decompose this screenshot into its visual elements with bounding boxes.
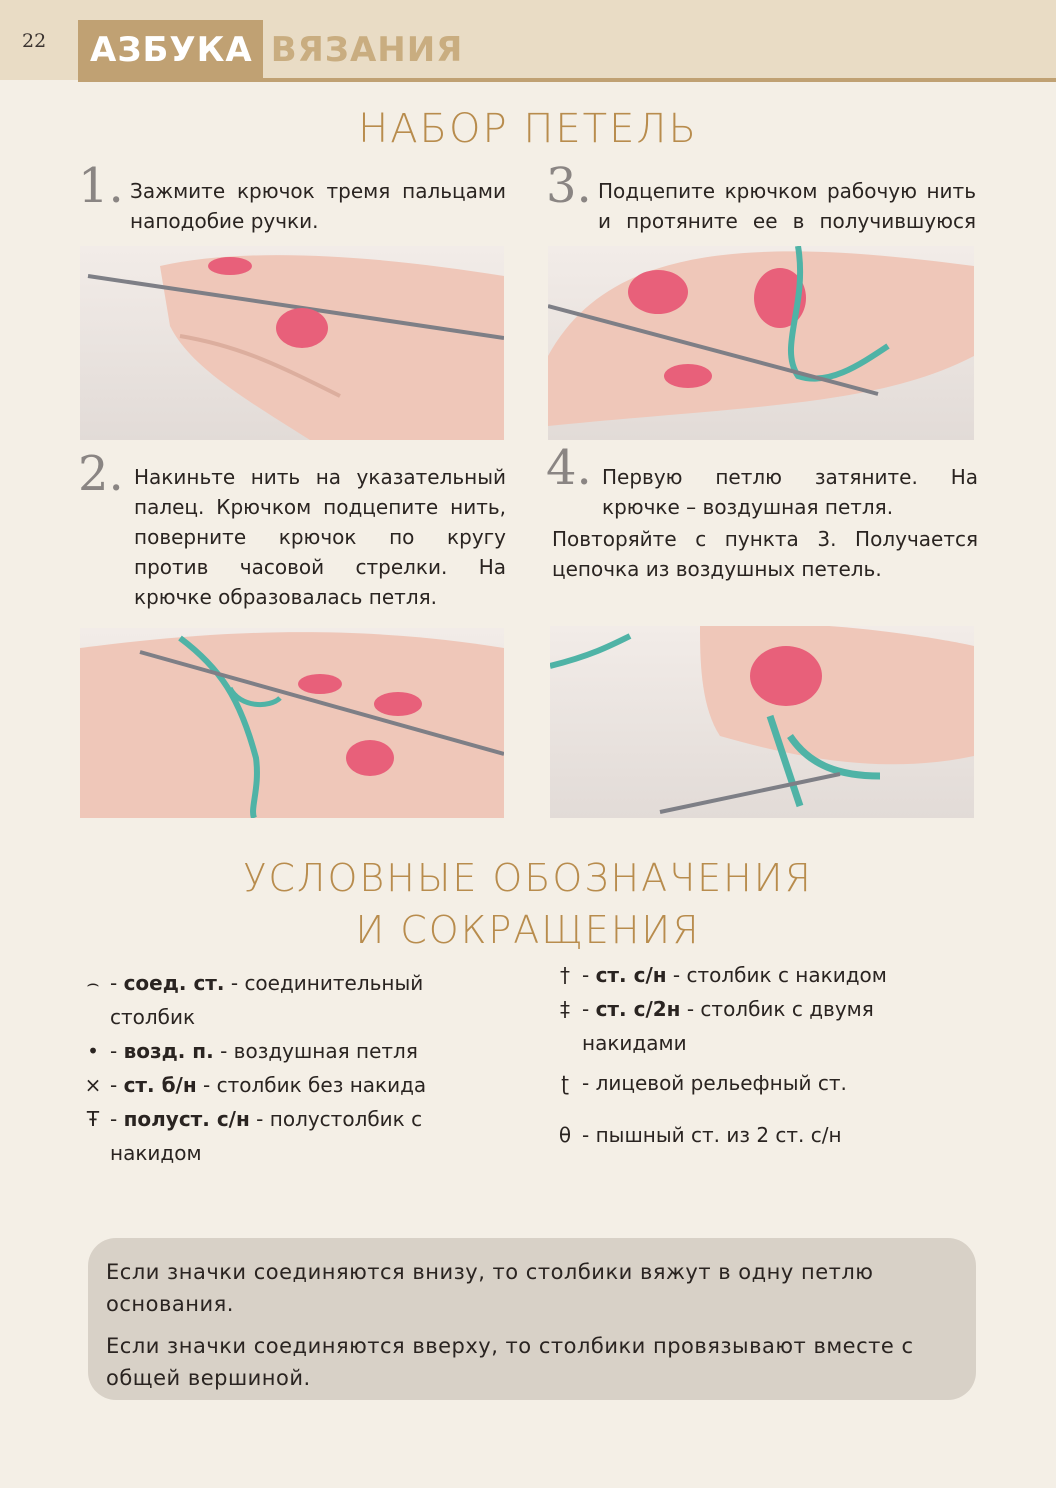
legend-desc: столбик с накидом: [686, 963, 887, 987]
legend-desc: пышный ст. из 2 ст. с/н: [595, 1123, 842, 1147]
section-title-line-2: И СОКРАЩЕНИЯ: [355, 908, 701, 952]
section-title-cast-on: НАБОР ПЕТЕЛЬ: [358, 106, 698, 152]
page-number: 22: [22, 30, 47, 52]
legend-item: ‡ - ст. с/2н - столбик с двумя накидами: [552, 992, 972, 1060]
step-2-photo: [80, 628, 504, 818]
legend-right: [552, 958, 972, 1152]
step-text: Первую петлю затяните. На крючке – воздушная петля.: [602, 465, 978, 519]
step-4: [546, 440, 978, 620]
step-text: Зажмите крючок тремя пальцами наподобие ручки.: [130, 179, 506, 233]
legend-abbr: возд. п.: [123, 1039, 214, 1063]
legend-item: ʈ - лицевой рельефный ст.: [552, 1066, 972, 1100]
header-label-light: ВЯЗАНИЯ: [270, 30, 464, 70]
legend-abbr: ст. с/2н: [595, 997, 681, 1021]
slip-stitch-symbol-icon: ⌢: [86, 971, 100, 995]
step-text: Подцепите крючком рабочую нить и протяните ее в получившуюся: [598, 179, 976, 233]
legend-abbr: полуст. с/н: [123, 1107, 250, 1131]
half-double-crochet-symbol-icon: Ŧ: [86, 1107, 100, 1131]
step-number: 3.: [546, 158, 592, 214]
legend-item: ⌢ - соед. ст. - соединительный столбик: [80, 966, 500, 1034]
step-4-photo: [550, 626, 974, 818]
legend-desc: лицевой рельефный ст.: [595, 1071, 847, 1095]
step-number: 4.: [546, 440, 592, 496]
double-crochet-symbol-icon: †: [560, 963, 570, 987]
step-number: 1.: [78, 158, 124, 214]
step-2: [78, 446, 508, 616]
step-3-photo: [548, 246, 974, 440]
chain-stitch-symbol-icon: •: [87, 1039, 99, 1063]
legend-item: † - ст. с/н - столбик с накидом: [552, 958, 972, 992]
legend-desc: соединительный столбик: [110, 971, 424, 1029]
note-paragraph-1: Если значки соединяются внизу, то столбики вяжут в одну петлю основания.: [106, 1260, 874, 1316]
legend-item: • - возд. п. - воздушная петля: [80, 1034, 500, 1068]
step-text: Накиньте нить на указательный палец. Крючком подцепите нить, поверните крючок по кругу против часовой стрелки. На крючке образовалась петля.: [134, 465, 506, 609]
section-title-line-1: УСЛОВНЫЕ ОБОЗНАЧЕНИЯ: [243, 856, 813, 900]
step-1: [78, 158, 508, 240]
step-number: 2.: [78, 446, 124, 502]
single-crochet-symbol-icon: ×: [84, 1073, 102, 1097]
legend-item: Ŧ - полуст. с/н - полустолбик с накидом: [80, 1102, 500, 1170]
legend-item: θ - пышный ст. из 2 ст. с/н: [552, 1118, 972, 1152]
header-rule: [78, 78, 1056, 82]
header-label-strong: АЗБУКА: [78, 20, 263, 80]
header-label: [78, 20, 471, 80]
legend-desc: столбик без накида: [216, 1073, 427, 1097]
legend-abbr: ст. б/н: [123, 1073, 197, 1097]
front-post-symbol-icon: ʈ: [561, 1071, 569, 1095]
section-title-symbols: [0, 852, 1056, 956]
legend-abbr: ст. с/н: [595, 963, 667, 987]
step-3: [546, 158, 978, 240]
legend-item: × - ст. б/н - столбик без накида: [80, 1068, 500, 1102]
legend-desc: воздушная петля: [233, 1039, 418, 1063]
step-1-photo: [80, 246, 504, 440]
legend-desc: полустолбик с накидом: [110, 1107, 423, 1165]
treble-crochet-symbol-icon: ‡: [560, 997, 570, 1021]
step-extra-text: Повторяйте с пункта 3. Получается цепочка из воздушных петель.: [552, 527, 978, 581]
legend-left: [80, 966, 500, 1170]
legend-abbr: соед. ст.: [123, 971, 225, 995]
note-box: [88, 1238, 976, 1400]
legend-desc: столбик с двумя накидами: [582, 997, 874, 1055]
puff-stitch-symbol-icon: θ: [558, 1123, 572, 1147]
note-paragraph-2: Если значки соединяются вверху, то столбики провязывают вместе с общей вершиной.: [106, 1334, 914, 1390]
